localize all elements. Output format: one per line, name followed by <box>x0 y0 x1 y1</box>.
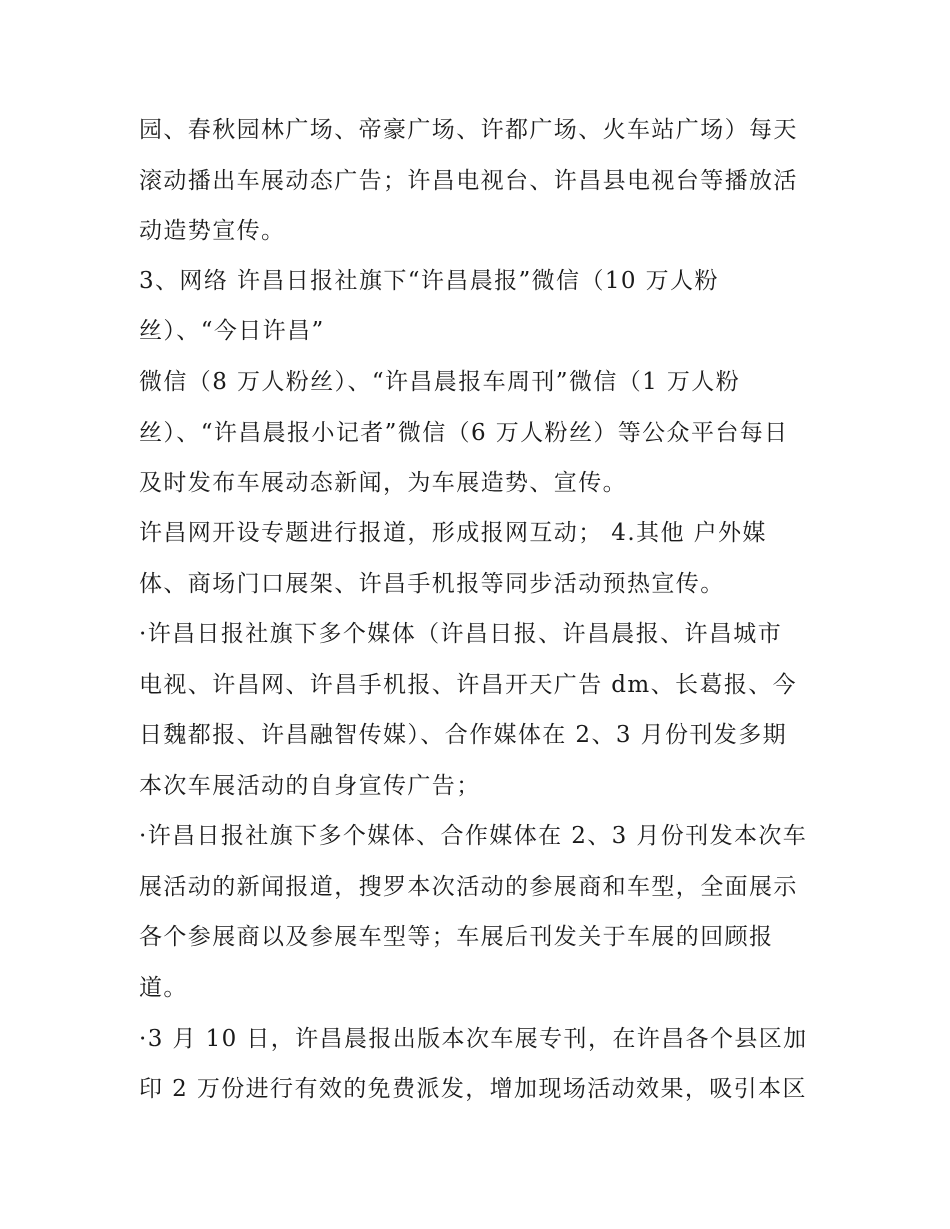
text-line: 日魏都报、许昌融智传媒）、合作媒体在 2、3 月份刊发多期 <box>139 722 787 748</box>
text-line: 道。 <box>139 975 188 1001</box>
text-line: 许昌网开设专题进行报道，形成报网互动； 4.其他 户外媒 <box>139 520 767 546</box>
text-line: 动造势宣传。 <box>139 218 286 244</box>
text-line: 丝）、“许昌晨报小记者”微信（6 万人粉丝）等公众平台每日 <box>139 420 789 446</box>
text-line: 电视、许昌网、许昌手机报、许昌开天广告 dm、长葛报、今 <box>139 672 798 698</box>
text-line: 微信（8 万人粉丝）、“许昌晨报车周刊”微信（1 万人粉 <box>139 369 741 395</box>
text-line: 体、商场门口展架、许昌手机报等同步活动预热宣传。 <box>139 571 725 597</box>
text-line: 及时发布车展动态新闻，为车展造势、宣传。 <box>139 470 627 496</box>
text-line: 展活动的新闻报道，搜罗本次活动的参展商和车型，全面展示 <box>139 874 798 900</box>
text-line: 各个参展商以及参展车型等；车展后刊发关于车展的回顾报 <box>139 924 774 950</box>
text-line: 丝）、“今日许昌” <box>139 318 325 344</box>
text-line: 本次车展活动的自身宣传广告； <box>139 773 481 799</box>
text-line: 3、网络 许昌日报社旗下“许昌晨报”微信（10 万人粉 <box>139 268 719 294</box>
bullet-line: ·3 月 10 日，许昌晨报出版本次车展专刊，在许昌各个县区加 <box>139 1026 808 1052</box>
text-line: 园、春秋园林广场、帝豪广场、许都广场、火车站广场）每天 <box>139 117 798 143</box>
bullet-line: ·许昌日报社旗下多个媒体（许昌日报、许昌晨报、许昌城市 <box>139 621 783 647</box>
text-line: 滚动播出车展动态广告；许昌电视台、许昌县电视台等播放活 <box>139 168 798 194</box>
text-line: 印 2 万份进行有效的免费派发，增加现场活动效果，吸引本区 <box>139 1076 807 1102</box>
bullet-line: ·许昌日报社旗下多个媒体、合作媒体在 2、3 月份刊发本次车 <box>139 823 808 849</box>
